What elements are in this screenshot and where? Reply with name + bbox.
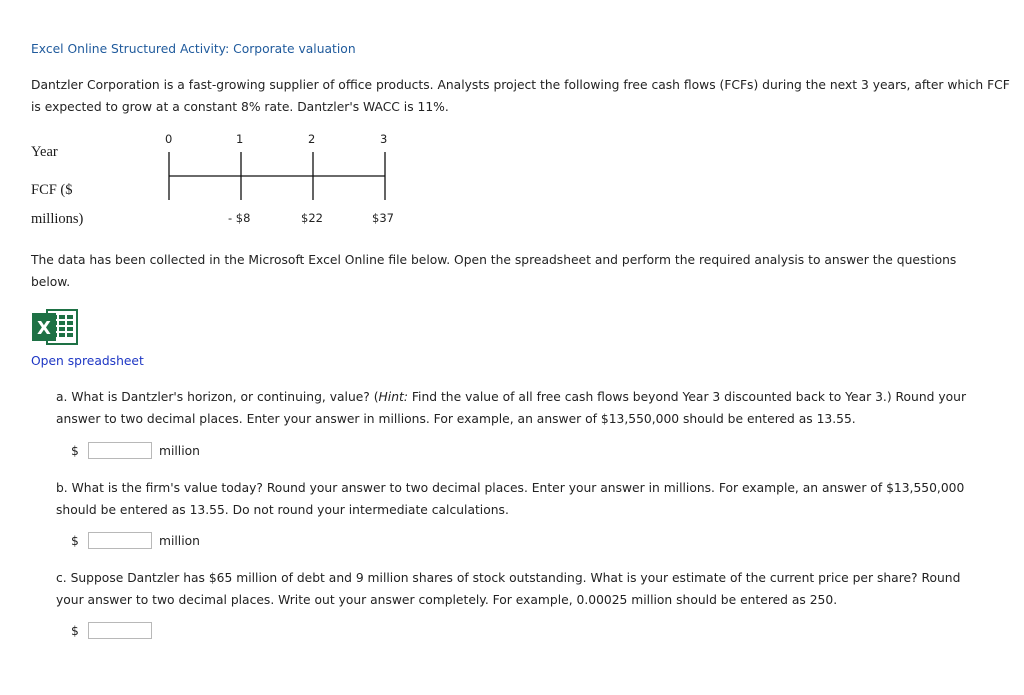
- answer-c-input[interactable]: [88, 622, 152, 639]
- timeline-year-3: 3: [380, 132, 388, 146]
- timeline-year-1: 1: [236, 132, 244, 146]
- question-c-currency: $: [71, 624, 79, 638]
- question-b-currency: $: [71, 534, 79, 548]
- open-spreadsheet-link[interactable]: Open spreadsheet: [31, 354, 144, 368]
- timeline-year-2: 2: [308, 132, 316, 146]
- excel-icon[interactable]: [31, 308, 79, 346]
- timeline-cf-1: - $8: [228, 211, 251, 225]
- question-a-currency: $: [71, 444, 79, 458]
- timeline-cf-2: $22: [301, 211, 323, 225]
- question-a: [56, 386, 986, 430]
- question-b-unit: million: [159, 534, 200, 548]
- timeline-cf-3: $37: [372, 211, 394, 225]
- svg-text:X: X: [37, 318, 51, 339]
- answer-b-input[interactable]: [88, 532, 152, 549]
- timeline-axis: [160, 148, 400, 204]
- answer-a-input[interactable]: [88, 442, 152, 459]
- question-c: c. Suppose Dantzler has $65 million of debt and 9 million shares of stock outstanding. What is your estimate of the current price per share? Round your answer to two decimal places. Write out your answer completely. For example, 0.00025 million should be entered as 250.: [56, 571, 961, 607]
- question-a-hint-rest: Find the value of all free cash flows beyond Year 3 discounted back to Year 3.) Round your answer to two decimal places. Enter your answer in millions. For example, an answer of $13,550,000 should be entered as 13.55.: [56, 390, 966, 426]
- timeline-fcf-label-line1: FCF ($: [31, 182, 73, 198]
- timeline-year-0: 0: [165, 132, 173, 146]
- activity-title: Excel Online Structured Activity: Corporate valuation: [31, 42, 356, 56]
- problem-intro: Dantzler Corporation is a fast-growing supplier of office products. Analysts project the following free cash flows (FCFs) during the next 3 years, after which FCF is expected to grow at a constant 8% rate. Dantzler's WACC is 11%.: [31, 78, 1010, 114]
- timeline-year-label: Year: [31, 144, 58, 160]
- question-a-unit: million: [159, 444, 200, 458]
- data-instructions: The data has been collected in the Microsoft Excel Online file below. Open the spreadsheet and perform the required analysis to answer the questions below.: [31, 253, 957, 289]
- question-a-prefix: a. What is Dantzler's horizon, or continuing, value? (: [56, 390, 379, 404]
- question-b: b. What is the firm's value today? Round your answer to two decimal places. Enter your answer in millions. For example, an answer of $13,550,000 should be entered as 13.55. Do not round your intermediate calculations.: [56, 481, 965, 517]
- timeline-fcf-label-line2: millions): [31, 211, 84, 227]
- question-a-hint-label: Hint:: [378, 390, 408, 404]
